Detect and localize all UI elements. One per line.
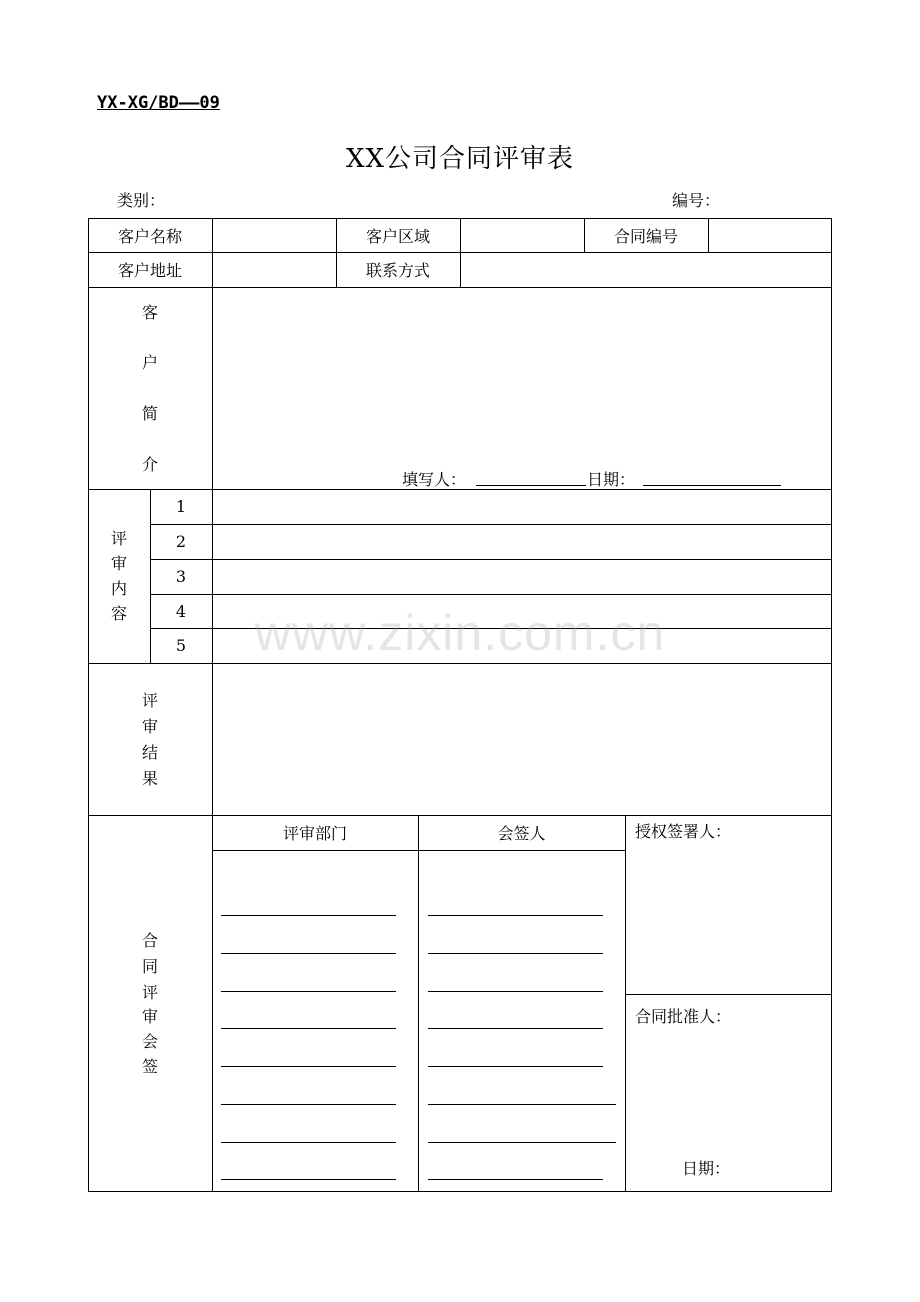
dept-signature-line[interactable] [221, 915, 396, 916]
dept-signature-line[interactable] [221, 1179, 396, 1180]
document-code: YX-XG/BD——09 [97, 93, 220, 113]
client-name-field[interactable] [212, 218, 336, 252]
review-content-char: 审 [110, 554, 127, 573]
contact-field[interactable] [460, 252, 832, 287]
countersign-char: 同 [141, 957, 158, 976]
intro-date-label: 日期： [587, 470, 636, 489]
approval-date-label: 日期： [682, 1159, 731, 1178]
client-name-label: 客户名称 [117, 226, 182, 246]
review-item-field[interactable] [212, 489, 831, 524]
filler-signature-line[interactable] [476, 485, 586, 486]
review-result-char: 审 [141, 717, 158, 736]
contact-label: 联系方式 [365, 261, 430, 280]
review-form-table [88, 218, 832, 1192]
review-content-char: 评 [110, 529, 127, 548]
dept-signature-line[interactable] [221, 1104, 396, 1105]
review-content-char: 内 [110, 579, 127, 598]
countersign-char: 签 [141, 1057, 158, 1076]
watermark: www.zixin.com.cn [254, 605, 666, 661]
review-result-char: 结 [141, 743, 158, 762]
contract-number-label: 合同编号 [613, 226, 678, 246]
signer-signature-line[interactable] [428, 915, 603, 916]
countersign-char: 合 [141, 931, 158, 950]
intro-char: 客 [141, 303, 158, 322]
intro-date-line[interactable] [643, 485, 781, 486]
category-label: 类别： [117, 191, 166, 210]
review-item-number: 5 [175, 636, 187, 655]
review-result-char: 评 [141, 691, 158, 710]
client-intro-field[interactable] [212, 287, 831, 457]
signer-signature-line[interactable] [428, 1142, 616, 1143]
signer-signature-line[interactable] [428, 991, 603, 992]
number-label: 编号： [672, 191, 721, 210]
intro-char: 介 [141, 455, 158, 474]
review-result-field[interactable] [212, 663, 831, 815]
client-region-field[interactable] [460, 218, 584, 252]
review-result-char: 果 [141, 769, 158, 788]
countersign-char: 审 [141, 1007, 158, 1026]
signer-header: 会签人 [497, 824, 546, 843]
signer-signature-line[interactable] [428, 1104, 616, 1105]
dept-signature-line[interactable] [221, 1066, 396, 1067]
client-address-field[interactable] [212, 252, 336, 287]
dept-signature-line[interactable] [221, 991, 396, 992]
filler-label: 填写人： [402, 470, 467, 489]
review-dept-header: 评审部门 [282, 824, 347, 843]
signer-signature-line[interactable] [428, 953, 603, 954]
countersign-char: 会 [141, 1032, 158, 1051]
signer-signature-line[interactable] [428, 1066, 603, 1067]
review-item-number: 1 [175, 497, 187, 516]
dept-signature-line[interactable] [221, 1142, 396, 1143]
signer-signature-line[interactable] [428, 1179, 603, 1180]
review-item-field[interactable] [212, 524, 831, 559]
intro-char: 户 [141, 353, 158, 372]
countersign-char: 评 [141, 983, 158, 1002]
review-item-number: 3 [175, 567, 187, 586]
page-title: XX公司合同评审表 [345, 144, 575, 174]
review-item-field[interactable] [212, 559, 831, 594]
intro-char: 简 [141, 404, 158, 423]
client-region-label: 客户区域 [365, 226, 430, 246]
authorized-signer-label: 授权签署人： [635, 822, 732, 841]
contract-number-field[interactable] [708, 218, 832, 252]
review-content-char: 容 [110, 604, 127, 623]
review-item-number: 4 [175, 601, 187, 621]
contract-approver-label: 合同批准人： [635, 1007, 732, 1026]
client-address-label: 客户地址 [117, 261, 182, 280]
dept-signature-line[interactable] [221, 953, 396, 954]
signer-signature-line[interactable] [428, 1028, 603, 1029]
review-item-number: 2 [175, 532, 187, 551]
dept-signature-line[interactable] [221, 1028, 396, 1029]
